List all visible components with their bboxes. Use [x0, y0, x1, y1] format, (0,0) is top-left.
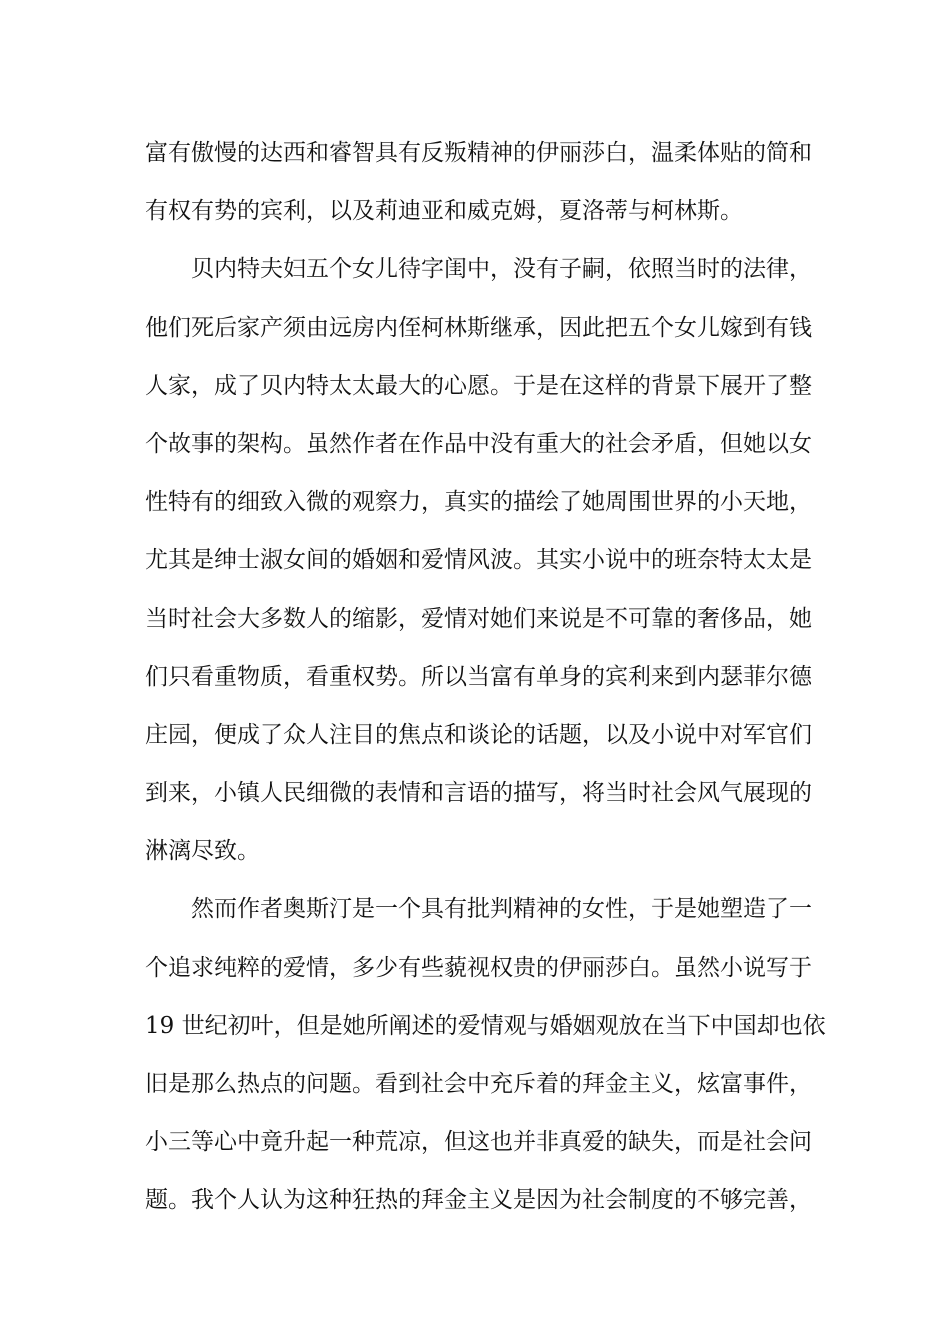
text-line: 淋漓尽致。	[145, 838, 260, 865]
text-line: 19 世纪初叶，但是她所阐述的爱情观与婚姻观放在当下中国却也依	[145, 1012, 826, 1039]
body-text	[145, 124, 826, 1230]
text-line: 当时社会大多数人的缩影，爱情对她们来说是不可靠的奢侈品，她	[145, 605, 812, 632]
text-line: 题。我个人认为这种狂热的拜金主义是因为社会制度的不够完善，	[145, 1187, 812, 1214]
text-line: 他们死后家产须由远房内侄柯林斯继承，因此把五个女儿嫁到有钱	[145, 314, 812, 341]
text-line: 人家，成了贝内特太太最大的心愿。于是在这样的背景下展开了整	[145, 372, 812, 399]
text-line: 性特有的细致入微的观察力，真实的描绘了她周围世界的小天地，	[145, 489, 812, 516]
text-line: 富有傲慢的达西和睿智具有反叛精神的伊丽莎白，温柔体贴的简和	[145, 140, 812, 166]
text-line: 旧是那么热点的问题。看到社会中充斥着的拜金主义，炫富事件，	[145, 1071, 812, 1097]
text-line: 个追求纯粹的爱情，多少有些藐视权贵的伊丽莎白。虽然小说写于	[145, 954, 812, 981]
text-line: 贝内特夫妇五个女儿待字闺中，没有子嗣，依照当时的法律，	[191, 256, 812, 283]
text-line: 庄园，便成了众人注目的焦点和谈论的话题，以及小说中对军官们	[145, 721, 812, 748]
text-line: 个故事的架构。虽然作者在作品中没有重大的社会矛盾，但她以女	[145, 430, 812, 457]
text-line: 到来，小镇人民细微的表情和言语的描写，将当时社会风气展现的	[145, 780, 812, 807]
text-line: 然而作者奥斯汀是一个具有批判精神的女性，于是她塑造了一	[191, 896, 812, 923]
text-line: 们只看重物质，看重权势。所以当富有单身的宾利来到内瑟菲尔德	[145, 663, 812, 690]
text-line: 有权有势的宾利，以及莉迪亚和威克姆，夏洛蒂与柯林斯。	[145, 198, 743, 225]
text-line: 尤其是绅士淑女间的婚姻和爱情风波。其实小说中的班奈特太太是	[145, 547, 812, 574]
text-line: 小三等心中竟升起一种荒凉，但这也并非真爱的缺失，而是社会问	[145, 1129, 812, 1156]
